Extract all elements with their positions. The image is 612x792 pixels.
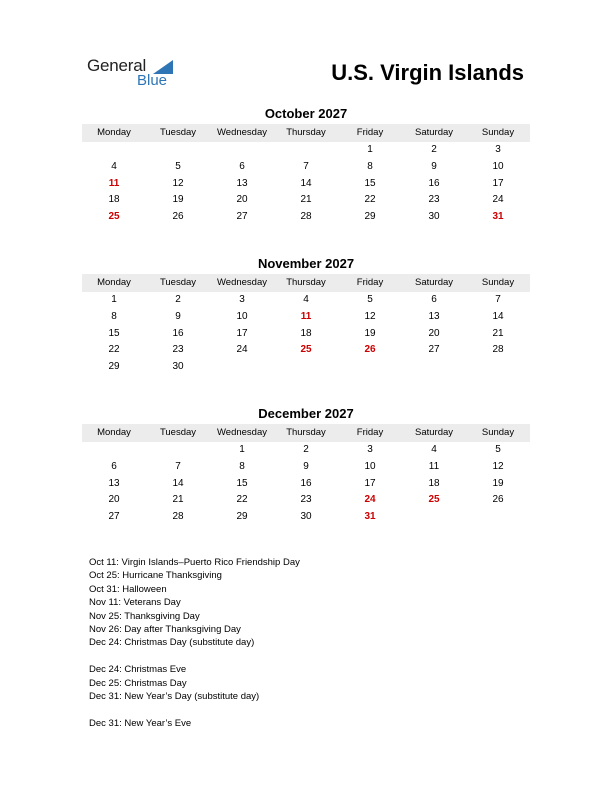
day-cell: 18	[108, 194, 120, 206]
calendar-october	[82, 106, 530, 226]
weekday-label: Tuesday	[159, 127, 197, 138]
day-cell: 25	[300, 344, 312, 356]
day-cell: 14	[300, 177, 312, 189]
day-cell: 26	[172, 211, 184, 223]
day-cell: 9	[303, 460, 309, 472]
holiday-entry: Dec 25: Christmas Day	[89, 677, 187, 689]
day-grid	[82, 292, 530, 376]
weekday-header	[82, 274, 530, 292]
holiday-entry: Dec 31: New Year’s Eve	[89, 717, 192, 729]
holiday-entry: Dec 31: New Year’s Day (substitute day)	[89, 691, 260, 703]
weekday-header	[82, 424, 530, 442]
page-title: U.S. Virgin Islands	[331, 60, 524, 85]
day-cell: 19	[492, 477, 504, 489]
empty-day	[210, 142, 274, 159]
day-cell: 18	[300, 327, 312, 339]
day-cell: 1	[239, 444, 245, 455]
day-cell: 12	[364, 310, 376, 322]
day-cell: 16	[300, 477, 312, 489]
day-cell: 20	[428, 327, 440, 339]
day-cell: 20	[236, 194, 248, 206]
holiday-entry: Dec 24: Christmas Eve	[89, 664, 187, 676]
day-cell: 29	[108, 361, 120, 373]
day-cell: 18	[428, 477, 440, 489]
day-cell: 4	[303, 294, 309, 305]
month-title: October 2027	[264, 106, 348, 121]
holiday-entry: Oct 25: Hurricane Thanksgiving	[89, 570, 222, 582]
day-cell: 26	[364, 344, 376, 356]
day-cell: 30	[300, 511, 312, 523]
day-cell: 13	[108, 477, 120, 489]
day-cell: 12	[172, 177, 184, 189]
day-cell: 29	[364, 211, 376, 223]
empty-day	[82, 442, 146, 459]
day-cell: 3	[239, 294, 245, 305]
day-cell: 9	[175, 310, 181, 322]
calendar-november	[82, 256, 530, 376]
day-cell: 7	[175, 460, 181, 472]
day-cell: 8	[367, 160, 373, 172]
weekday-label: Tuesday	[159, 427, 197, 438]
holiday-entry: Oct 31: Halloween	[89, 583, 167, 595]
day-cell: 2	[303, 444, 309, 455]
day-cell: 2	[175, 294, 181, 305]
day-cell: 6	[111, 460, 117, 472]
day-cell: 13	[428, 310, 440, 322]
day-cell: 8	[111, 310, 117, 322]
day-cell: 10	[492, 160, 504, 172]
day-cell: 15	[108, 327, 120, 339]
day-cell: 25	[428, 494, 440, 506]
day-cell: 7	[495, 294, 501, 305]
holiday-entry: Oct 11: Virgin Islands–Puerto Rico Friendship Day	[89, 557, 300, 568]
weekday-label: Friday	[356, 127, 384, 138]
logo-blue-text: Blue	[137, 72, 168, 89]
weekday-label: Sunday	[481, 427, 515, 438]
day-cell: 19	[172, 194, 184, 206]
day-cell: 17	[364, 477, 376, 489]
weekday-label: Saturday	[414, 427, 454, 438]
weekday-label: Thursday	[286, 127, 326, 138]
day-cell: 22	[236, 494, 248, 506]
day-cell: 11	[108, 177, 120, 189]
day-cell: 26	[492, 494, 504, 506]
day-cell: 23	[428, 194, 440, 206]
day-cell: 31	[364, 511, 376, 523]
day-cell: 7	[303, 160, 309, 172]
day-cell: 14	[492, 310, 504, 322]
day-cell: 21	[172, 494, 184, 506]
weekday-label: Tuesday	[159, 277, 197, 288]
day-cell: 20	[108, 494, 120, 506]
day-cell: 1	[367, 144, 373, 155]
empty-day	[146, 442, 210, 459]
day-cell: 16	[428, 177, 440, 189]
holiday-entry: Nov 26: Day after Thanksgiving Day	[89, 624, 241, 636]
day-grid	[82, 442, 530, 526]
day-cell: 10	[364, 460, 376, 472]
weekday-label: Wednesday	[217, 427, 267, 438]
weekday-label: Thursday	[286, 277, 326, 288]
day-cell: 28	[300, 211, 312, 223]
day-cell: 17	[236, 327, 248, 339]
weekday-label: Sunday	[481, 127, 515, 138]
day-cell: 13	[236, 177, 248, 189]
logo	[87, 56, 197, 92]
weekday-label: Wednesday	[217, 127, 267, 138]
empty-day	[274, 142, 338, 159]
day-cell: 3	[495, 144, 501, 155]
day-cell: 2	[431, 144, 437, 155]
day-cell: 19	[364, 327, 376, 339]
day-cell: 6	[431, 294, 437, 305]
day-cell: 29	[236, 511, 248, 523]
day-cell: 30	[428, 211, 440, 223]
day-cell: 4	[111, 160, 117, 172]
day-cell: 28	[172, 511, 184, 523]
weekday-label: Monday	[97, 427, 131, 438]
day-cell: 6	[239, 160, 245, 172]
weekday-label: Friday	[356, 427, 384, 438]
day-cell: 9	[431, 160, 437, 172]
day-cell: 24	[236, 344, 248, 356]
day-cell: 21	[300, 194, 312, 206]
day-cell: 27	[108, 511, 120, 523]
month-title: December 2027	[258, 406, 354, 421]
weekday-label: Thursday	[286, 427, 326, 438]
holiday-entry: Dec 24: Christmas Day (substitute day)	[89, 637, 255, 649]
day-cell: 31	[492, 211, 504, 223]
day-cell: 24	[492, 194, 504, 206]
day-cell: 14	[172, 477, 184, 489]
weekday-label: Monday	[97, 127, 131, 138]
day-cell: 24	[364, 494, 376, 506]
day-cell: 22	[364, 194, 376, 206]
day-cell: 23	[300, 494, 312, 506]
day-cell: 17	[492, 177, 504, 189]
day-cell: 23	[172, 344, 184, 356]
day-cell: 5	[367, 294, 373, 305]
holiday-list	[89, 556, 300, 730]
day-cell: 5	[495, 444, 501, 455]
weekday-label: Wednesday	[217, 277, 267, 288]
day-cell: 27	[428, 344, 440, 356]
day-cell: 8	[239, 460, 245, 472]
weekday-label: Saturday	[414, 127, 454, 138]
day-cell: 27	[236, 211, 248, 223]
empty-day	[146, 142, 210, 159]
month-title: November 2027	[257, 256, 355, 271]
day-cell: 25	[108, 211, 120, 223]
weekday-header	[82, 124, 530, 142]
day-cell: 28	[492, 344, 504, 356]
day-cell: 21	[492, 327, 504, 339]
day-cell: 10	[236, 310, 248, 322]
day-cell: 22	[108, 344, 120, 356]
calendar-december	[82, 406, 530, 526]
weekday-label: Sunday	[481, 277, 515, 288]
day-cell: 3	[367, 444, 373, 455]
holiday-entry: Nov 11: Veterans Day	[89, 597, 181, 609]
holiday-entry: Nov 25: Thanksgiving Day	[89, 610, 200, 622]
day-cell: 30	[172, 361, 184, 373]
day-cell: 5	[175, 160, 181, 172]
day-cell: 15	[364, 177, 376, 189]
day-cell: 16	[172, 327, 184, 339]
empty-day	[82, 142, 146, 159]
weekday-label: Saturday	[414, 277, 454, 288]
logo-general-text: General	[87, 56, 147, 75]
day-cell: 11	[428, 460, 440, 472]
weekday-label: Monday	[97, 277, 131, 288]
weekday-label: Friday	[356, 277, 384, 288]
day-cell: 15	[236, 477, 248, 489]
day-cell: 11	[300, 310, 312, 322]
day-cell: 12	[492, 460, 504, 472]
day-grid	[82, 142, 530, 226]
day-cell: 4	[431, 444, 437, 455]
day-cell: 1	[111, 294, 117, 305]
